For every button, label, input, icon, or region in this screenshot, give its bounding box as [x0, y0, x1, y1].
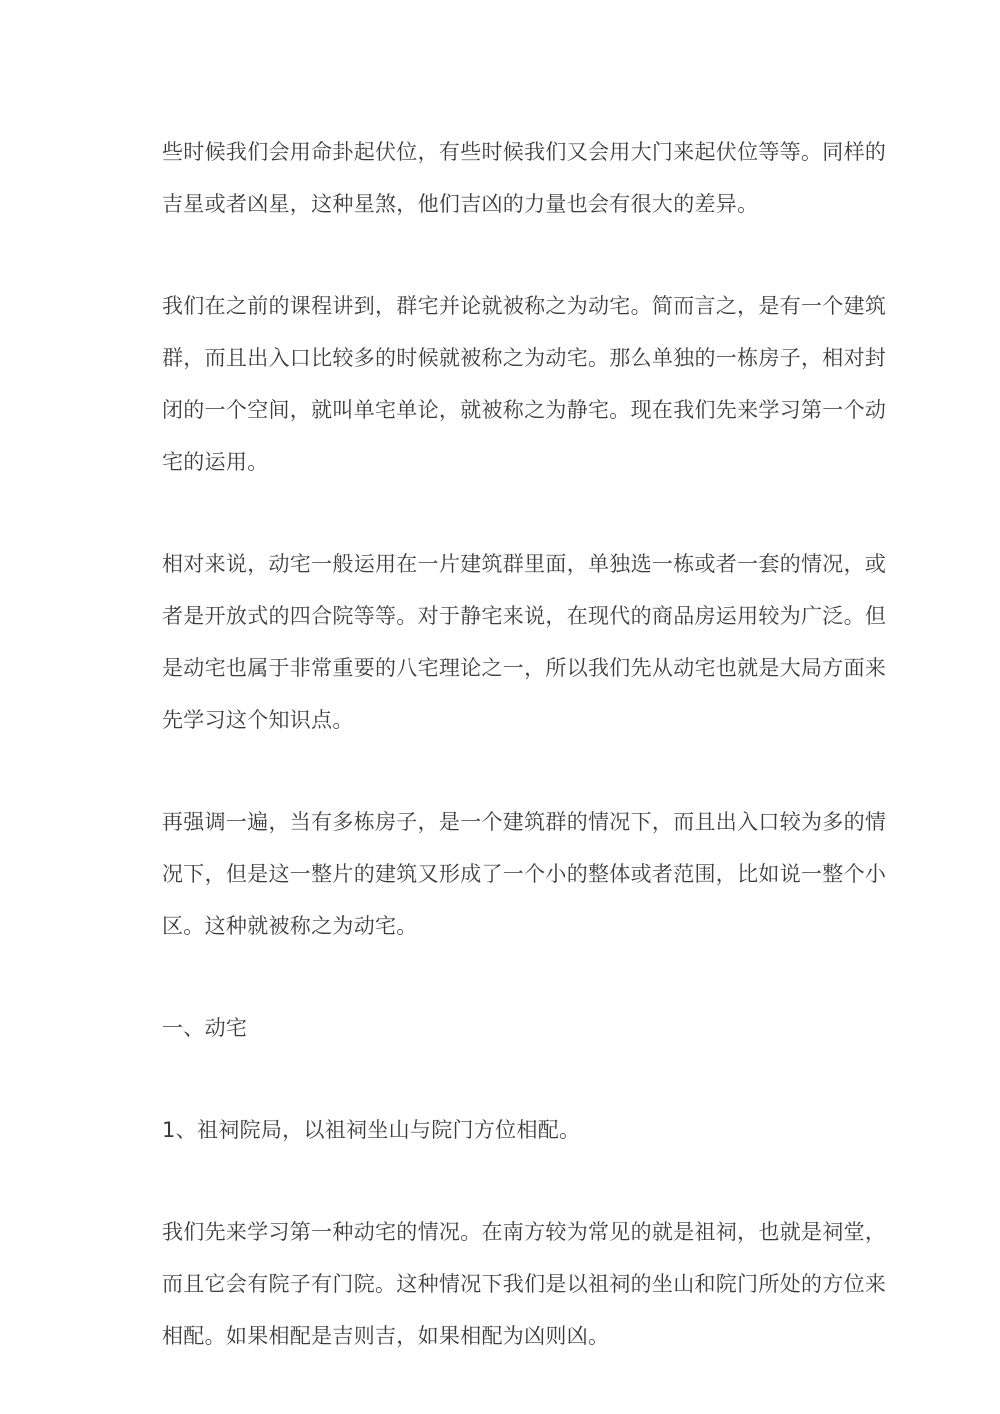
heading-text: 一、动宅 — [162, 1016, 248, 1040]
text-line: 先学习这个知识点。 — [162, 708, 354, 732]
text-line: 况下，但是这一整片的建筑又形成了一个小的整体或者范围，比如说一整个小 — [162, 862, 887, 886]
paragraph-emphasis — [162, 796, 887, 952]
paragraph-star-differences — [162, 126, 887, 230]
section-heading-dynamic-house — [162, 1002, 842, 1054]
text-line: 者是开放式的四合院等等。对于静宅来说，在现代的商品房运用较为广泛。但 — [162, 604, 887, 628]
heading-text: 1、祖祠院局，以祖祠坐山与院门方位相配。 — [162, 1118, 581, 1142]
text-line: 吉星或者凶星，这种星煞，他们吉凶的力量也会有很大的差异。 — [162, 192, 759, 216]
text-line: 群，而且出入口比较多的时候就被称之为动宅。那么单独的一栋房子，相对封 — [162, 346, 887, 370]
paragraph-ancestral-hall-explanation — [162, 1206, 887, 1362]
text-line: 而且它会有院子有门院。这种情况下我们是以祖祠的坐山和院门所处的方位来 — [162, 1272, 887, 1296]
subsection-heading-ancestral-hall — [162, 1104, 842, 1156]
text-line: 相配。如果相配是吉则吉，如果相配为凶则凶。 — [162, 1324, 610, 1348]
text-line: 些时候我们会用命卦起伏位，有些时候我们又会用大门来起伏位等等。同样的 — [162, 140, 887, 164]
paragraph-dynamic-house-usage — [162, 538, 887, 746]
paragraph-dynamic-vs-static-house — [162, 280, 887, 488]
document-page — [162, 126, 887, 1362]
text-line: 再强调一遍，当有多栋房子，是一个建筑群的情况下，而且出入口较为多的情 — [162, 810, 887, 834]
text-line: 相对来说，动宅一般运用在一片建筑群里面，单独选一栋或者一套的情况，或 — [162, 552, 887, 576]
text-line: 我们在之前的课程讲到，群宅并论就被称之为动宅。简而言之，是有一个建筑 — [162, 294, 887, 318]
text-line: 宅的运用。 — [162, 450, 269, 474]
text-line: 我们先来学习第一种动宅的情况。在南方较为常见的就是祖祠，也就是祠堂， — [162, 1220, 887, 1244]
text-line: 闭的一个空间，就叫单宅单论，就被称之为静宅。现在我们先来学习第一个动 — [162, 398, 887, 422]
text-line: 区。这种就被称之为动宅。 — [162, 914, 418, 938]
text-line: 是动宅也属于非常重要的八宅理论之一，所以我们先从动宅也就是大局方面来 — [162, 656, 887, 680]
